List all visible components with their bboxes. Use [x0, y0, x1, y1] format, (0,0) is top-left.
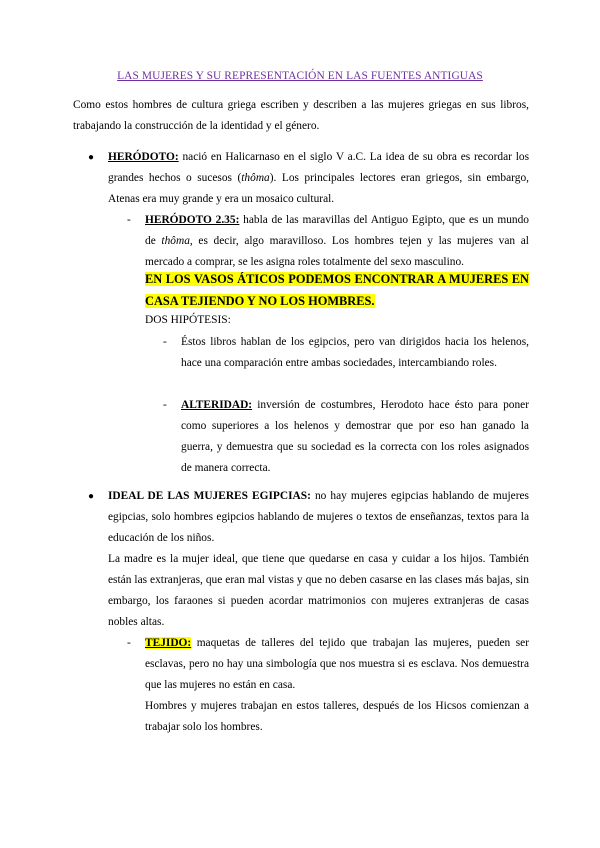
tejido-paragraph: TEJIDO: maquetas de talleres del tejido que trabajan las mujeres, pueden ser esclavas, pero no hay una simbología que nos muestra si es esclava. Nos demuestra que las mujeres no están en casa.	[145, 637, 529, 691]
bullet-icon: ●	[88, 152, 95, 163]
dash-icon: -	[163, 399, 167, 411]
ideal-paragraph-2: La madre es la mujer ideal, que tiene que quedarse en casa y cuidar a los hijos. También están las extranjeras, que eran mal vistas y que no deben casarse en las clases más bajas, sin embargo, los faraones si pueden acordar matrimonios con mujeres extranjeras de casas nobles altas.	[108, 553, 529, 628]
hypothesis-heading: DOS HIPÓTESIS:	[145, 314, 231, 326]
tejido-label: TEJIDO:	[145, 637, 192, 649]
thoma-term: thôma	[241, 172, 270, 184]
highlight-text: EN LOS VASOS ÁTICOS PODEMOS ENCONTRAR A MUJERES EN CASA TEJIENDO Y NO LOS HOMBRES.	[145, 272, 529, 308]
tejido-paragraph-2: Hombres y mujeres trabajan en estos talleres, después de los Hicsos comienzan a trabajar solo los hombres.	[145, 700, 529, 733]
herodoto-235-label: HERÓDOTO 2.35:	[145, 214, 240, 226]
hypothesis-item: Éstos libros hablan de los egipcios, pero van dirigidos hacia los helenos, hace una comparación entre ambas sociedades, intercambiando roles.	[181, 336, 529, 369]
highlight-paragraph	[145, 269, 529, 313]
dash-icon: -	[127, 637, 131, 649]
dash-icon: -	[163, 336, 167, 348]
hypothesis-item: ALTERIDAD: inversión de costumbres, Herodoto hace ésto para poner como superiores a los helenos y demostrar que por eso han ganado la guerra, y demuestra que su sociedad es la correcta con los roles asignados de manera correcta.	[181, 399, 529, 474]
herodoto-235-paragraph: HERÓDOTO 2.35: habla de las maravillas del Antiguo Egipto, que es un mundo de thôma, es decir, algo maravilloso. Los hombres tejen y las mujeres van al mercado a comprar, se les asigna roles totalmente del sexo masculino.	[145, 214, 529, 268]
alteridad-label: ALTERIDAD:	[181, 399, 253, 411]
herodoto-paragraph: HERÓDOTO: nació en Halicarnaso en el siglo V a.C. La idea de su obra es recordar los grandes hechos o sucesos (thôma). Los principales lectores eran griegos, sin embargo, Atenas era muy grande y era un mosaico cultural.	[108, 151, 529, 205]
ideal-label: IDEAL DE LAS MUJERES EGIPCIAS:	[108, 490, 311, 502]
ideal-paragraph: IDEAL DE LAS MUJERES EGIPCIAS: no hay mujeres egipcias hablando de mujeres egipcias, solo hombres egipcios hablando de mujeres o textos de enseñanzas, textos para la educación de los niños.	[108, 490, 529, 544]
thoma-term: thôma	[161, 235, 190, 247]
dash-icon: -	[127, 214, 131, 226]
intro-paragraph: Como estos hombres de cultura griega escriben y describen a las mujeres griegas en sus libros, trabajando la construcción de la identidad y el género.	[73, 99, 529, 132]
herodoto-label: HERÓDOTO:	[108, 151, 179, 163]
page-title: LAS MUJERES Y SU REPRESENTACIÓN EN LAS FUENTES ANTIGUAS	[117, 70, 483, 82]
bullet-icon: ●	[88, 491, 95, 502]
